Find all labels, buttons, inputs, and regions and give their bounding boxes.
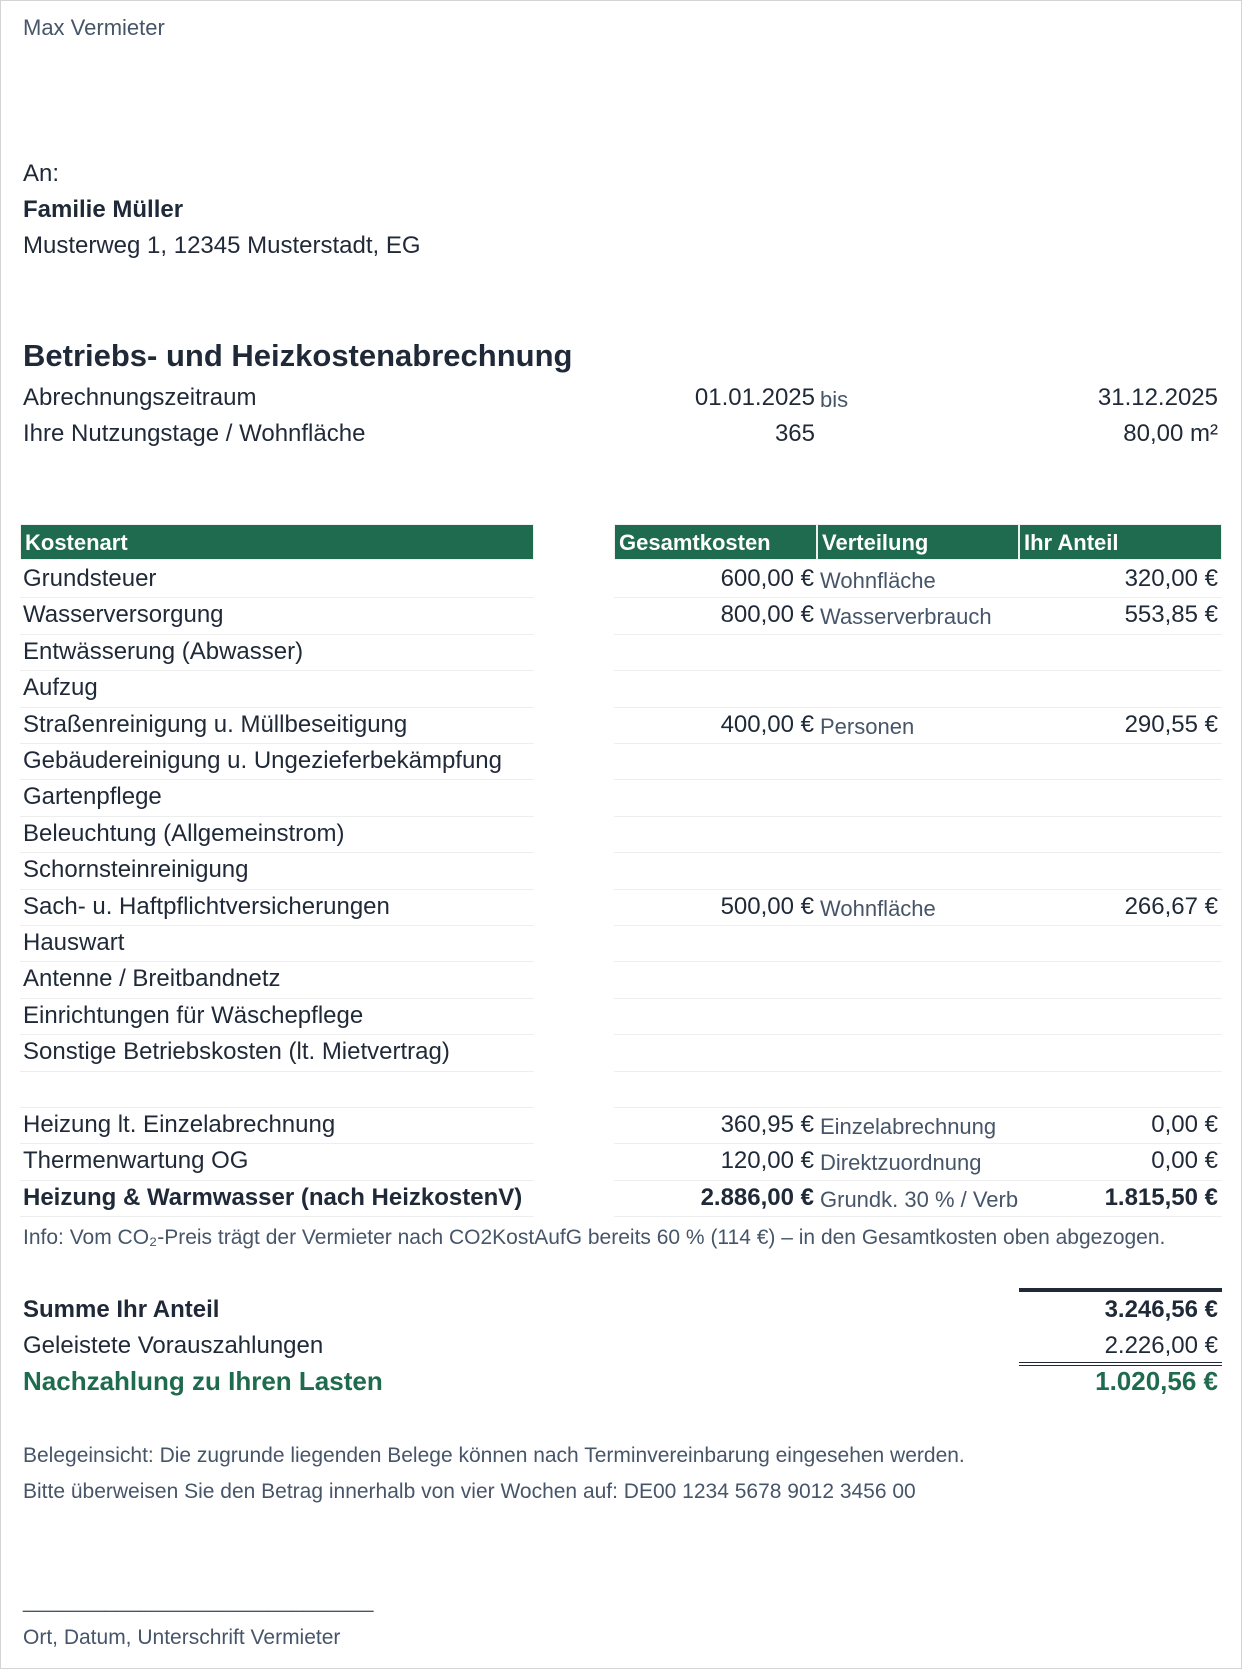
cost-name: Beleuchtung (Allgemeinstrom) [23, 819, 345, 847]
cost-distribution: Wohnfläche [820, 568, 936, 593]
signature-label: Ort, Datum, Unterschrift Vermieter [23, 1626, 341, 1649]
period-bis: bis [820, 387, 849, 412]
usage-label: Ihre Nutzungstage / Wohnfläche [23, 420, 366, 447]
cost-share: 553,85 € [1124, 601, 1218, 629]
cost-name: Entwässerung (Abwasser) [23, 637, 304, 665]
row-divider [20, 816, 534, 817]
recipient-address: Musterweg 1, 12345 Musterstadt, EG [23, 232, 421, 259]
row-divider [614, 1071, 1222, 1072]
cost-total: 120,00 € [720, 1147, 814, 1175]
row-divider [20, 1180, 534, 1181]
cost-distribution: Direktzuordnung [820, 1150, 982, 1176]
usage-area: 80,00 m² [1123, 420, 1218, 447]
sum-value: 3.246,56 € [1104, 1296, 1218, 1323]
cost-distribution: Personen [820, 713, 915, 739]
cost-name: Hauswart [23, 929, 125, 956]
row-divider [614, 1034, 1222, 1035]
period-to: 31.12.2025 [1097, 384, 1218, 411]
row-divider [20, 743, 534, 744]
cost-name: Heizung lt. Einzelabrechnung [23, 1111, 336, 1138]
period-label: Abrechnungszeitraum [23, 384, 257, 411]
header-verteilung: Verteilung [817, 524, 1019, 560]
recipient-prefix: An: [23, 160, 60, 187]
cost-name: Wasserversorgung [23, 601, 224, 629]
row-divider [614, 1107, 1222, 1108]
period-from: 01.01.2025 [694, 384, 815, 411]
row-divider [614, 707, 1222, 708]
cost-share: 266,67 € [1124, 892, 1218, 920]
row-divider [20, 1143, 534, 1144]
row-divider [614, 670, 1222, 671]
co2-info-note: Info: Vom CO₂-Preis trägt der Vermieter nach CO2KostAufG bereits 60 % (114 €) – in den Gesamtkosten oben abgezogen. [23, 1226, 1166, 1249]
row-divider [20, 998, 534, 999]
cost-name: Thermenwartung OG [23, 1147, 249, 1175]
cost-name: Aufzug [23, 674, 98, 702]
row-divider [20, 889, 534, 890]
row-divider [20, 634, 534, 635]
cost-name: Straßenreinigung u. Müllbeseitigung [23, 710, 408, 738]
sum-label: Summe Ihr Anteil [23, 1296, 220, 1323]
double-rule-top [1019, 1362, 1222, 1363]
signature-line: ______________________________ [23, 1590, 374, 1613]
note-belegeinsicht: Belegeinsicht: Die zugrunde liegenden Belege können nach Terminvereinbarung eingesehen werden. [23, 1444, 965, 1467]
cost-distribution: Grundk. 30 % / Verb [820, 1186, 1019, 1212]
row-divider [20, 670, 534, 671]
row-divider [614, 961, 1222, 962]
recipient-name: Familie Müller [23, 196, 184, 223]
cost-name: Heizung & Warmwasser (nach HeizkostenV) [23, 1183, 523, 1211]
row-divider [614, 998, 1222, 999]
row-divider [614, 743, 1222, 744]
row-divider [614, 1216, 1222, 1217]
cost-name: Einrichtungen für Wäschepflege [23, 1001, 364, 1029]
cost-distribution: Wasserverbrauch [820, 604, 992, 630]
header-ihr-anteil: Ihr Anteil [1019, 524, 1222, 560]
row-divider [20, 1107, 534, 1108]
row-divider [614, 779, 1222, 780]
cost-share: 0,00 € [1151, 1147, 1218, 1175]
header-kostenart: Kostenart [20, 524, 534, 560]
cost-name: Schornsteinreinigung [23, 856, 249, 884]
cost-name: Antenne / Breitbandnetz [23, 965, 281, 993]
cost-total: 400,00 € [720, 710, 814, 738]
cost-total: 2.886,00 € [700, 1183, 814, 1211]
note-payment: Bitte überweisen Sie den Betrag innerhalb von vier Wochen auf: DE00 1234 5678 9012 3456 00 [23, 1480, 916, 1503]
cost-total: 600,00 € [720, 565, 814, 592]
due-label: Nachzahlung zu Ihren Lasten [23, 1366, 383, 1396]
prepaid-label: Geleistete Vorauszahlungen [23, 1332, 324, 1359]
row-divider [614, 634, 1222, 635]
cost-distribution: Einzelabrechnung [820, 1114, 997, 1139]
cost-distribution: Wohnfläche [820, 895, 936, 921]
row-divider [614, 925, 1222, 926]
row-divider [20, 707, 534, 708]
sender-name: Max Vermieter [23, 15, 165, 40]
sum-top-rule [1019, 1288, 1222, 1292]
row-divider [614, 852, 1222, 853]
row-divider [614, 816, 1222, 817]
cost-total: 800,00 € [720, 601, 814, 629]
row-divider [614, 1143, 1222, 1144]
cost-share: 0,00 € [1151, 1111, 1218, 1138]
cost-name: Gartenpflege [23, 783, 162, 811]
cost-name: Sonstige Betriebskosten (lt. Mietvertrag) [23, 1038, 450, 1066]
usage-days: 365 [774, 420, 815, 447]
row-divider [20, 1034, 534, 1035]
row-divider [20, 1216, 534, 1217]
prepaid-value: 2.226,00 € [1104, 1332, 1218, 1359]
row-divider [20, 925, 534, 926]
row-divider [20, 852, 534, 853]
cost-name: Sach- u. Haftpflichtversicherungen [23, 892, 390, 920]
due-value: 1.020,56 € [1095, 1366, 1218, 1396]
row-divider [20, 961, 534, 962]
row-divider [20, 597, 534, 598]
cost-share: 320,00 € [1124, 565, 1218, 592]
row-divider [614, 597, 1222, 598]
row-divider [614, 889, 1222, 890]
row-divider [614, 1180, 1222, 1181]
cost-name: Grundsteuer [23, 565, 157, 592]
cost-total: 360,95 € [720, 1111, 814, 1138]
row-divider [20, 779, 534, 780]
cost-share: 1.815,50 € [1104, 1183, 1218, 1211]
cost-total: 500,00 € [720, 892, 814, 920]
header-gesamtkosten: Gesamtkosten [614, 524, 817, 560]
document-title: Betriebs- und Heizkostenabrechnung [23, 338, 573, 373]
cost-name: Gebäudereinigung u. Ungezieferbekämpfung [23, 747, 503, 774]
cost-share: 290,55 € [1124, 710, 1218, 738]
row-divider [20, 1071, 534, 1072]
